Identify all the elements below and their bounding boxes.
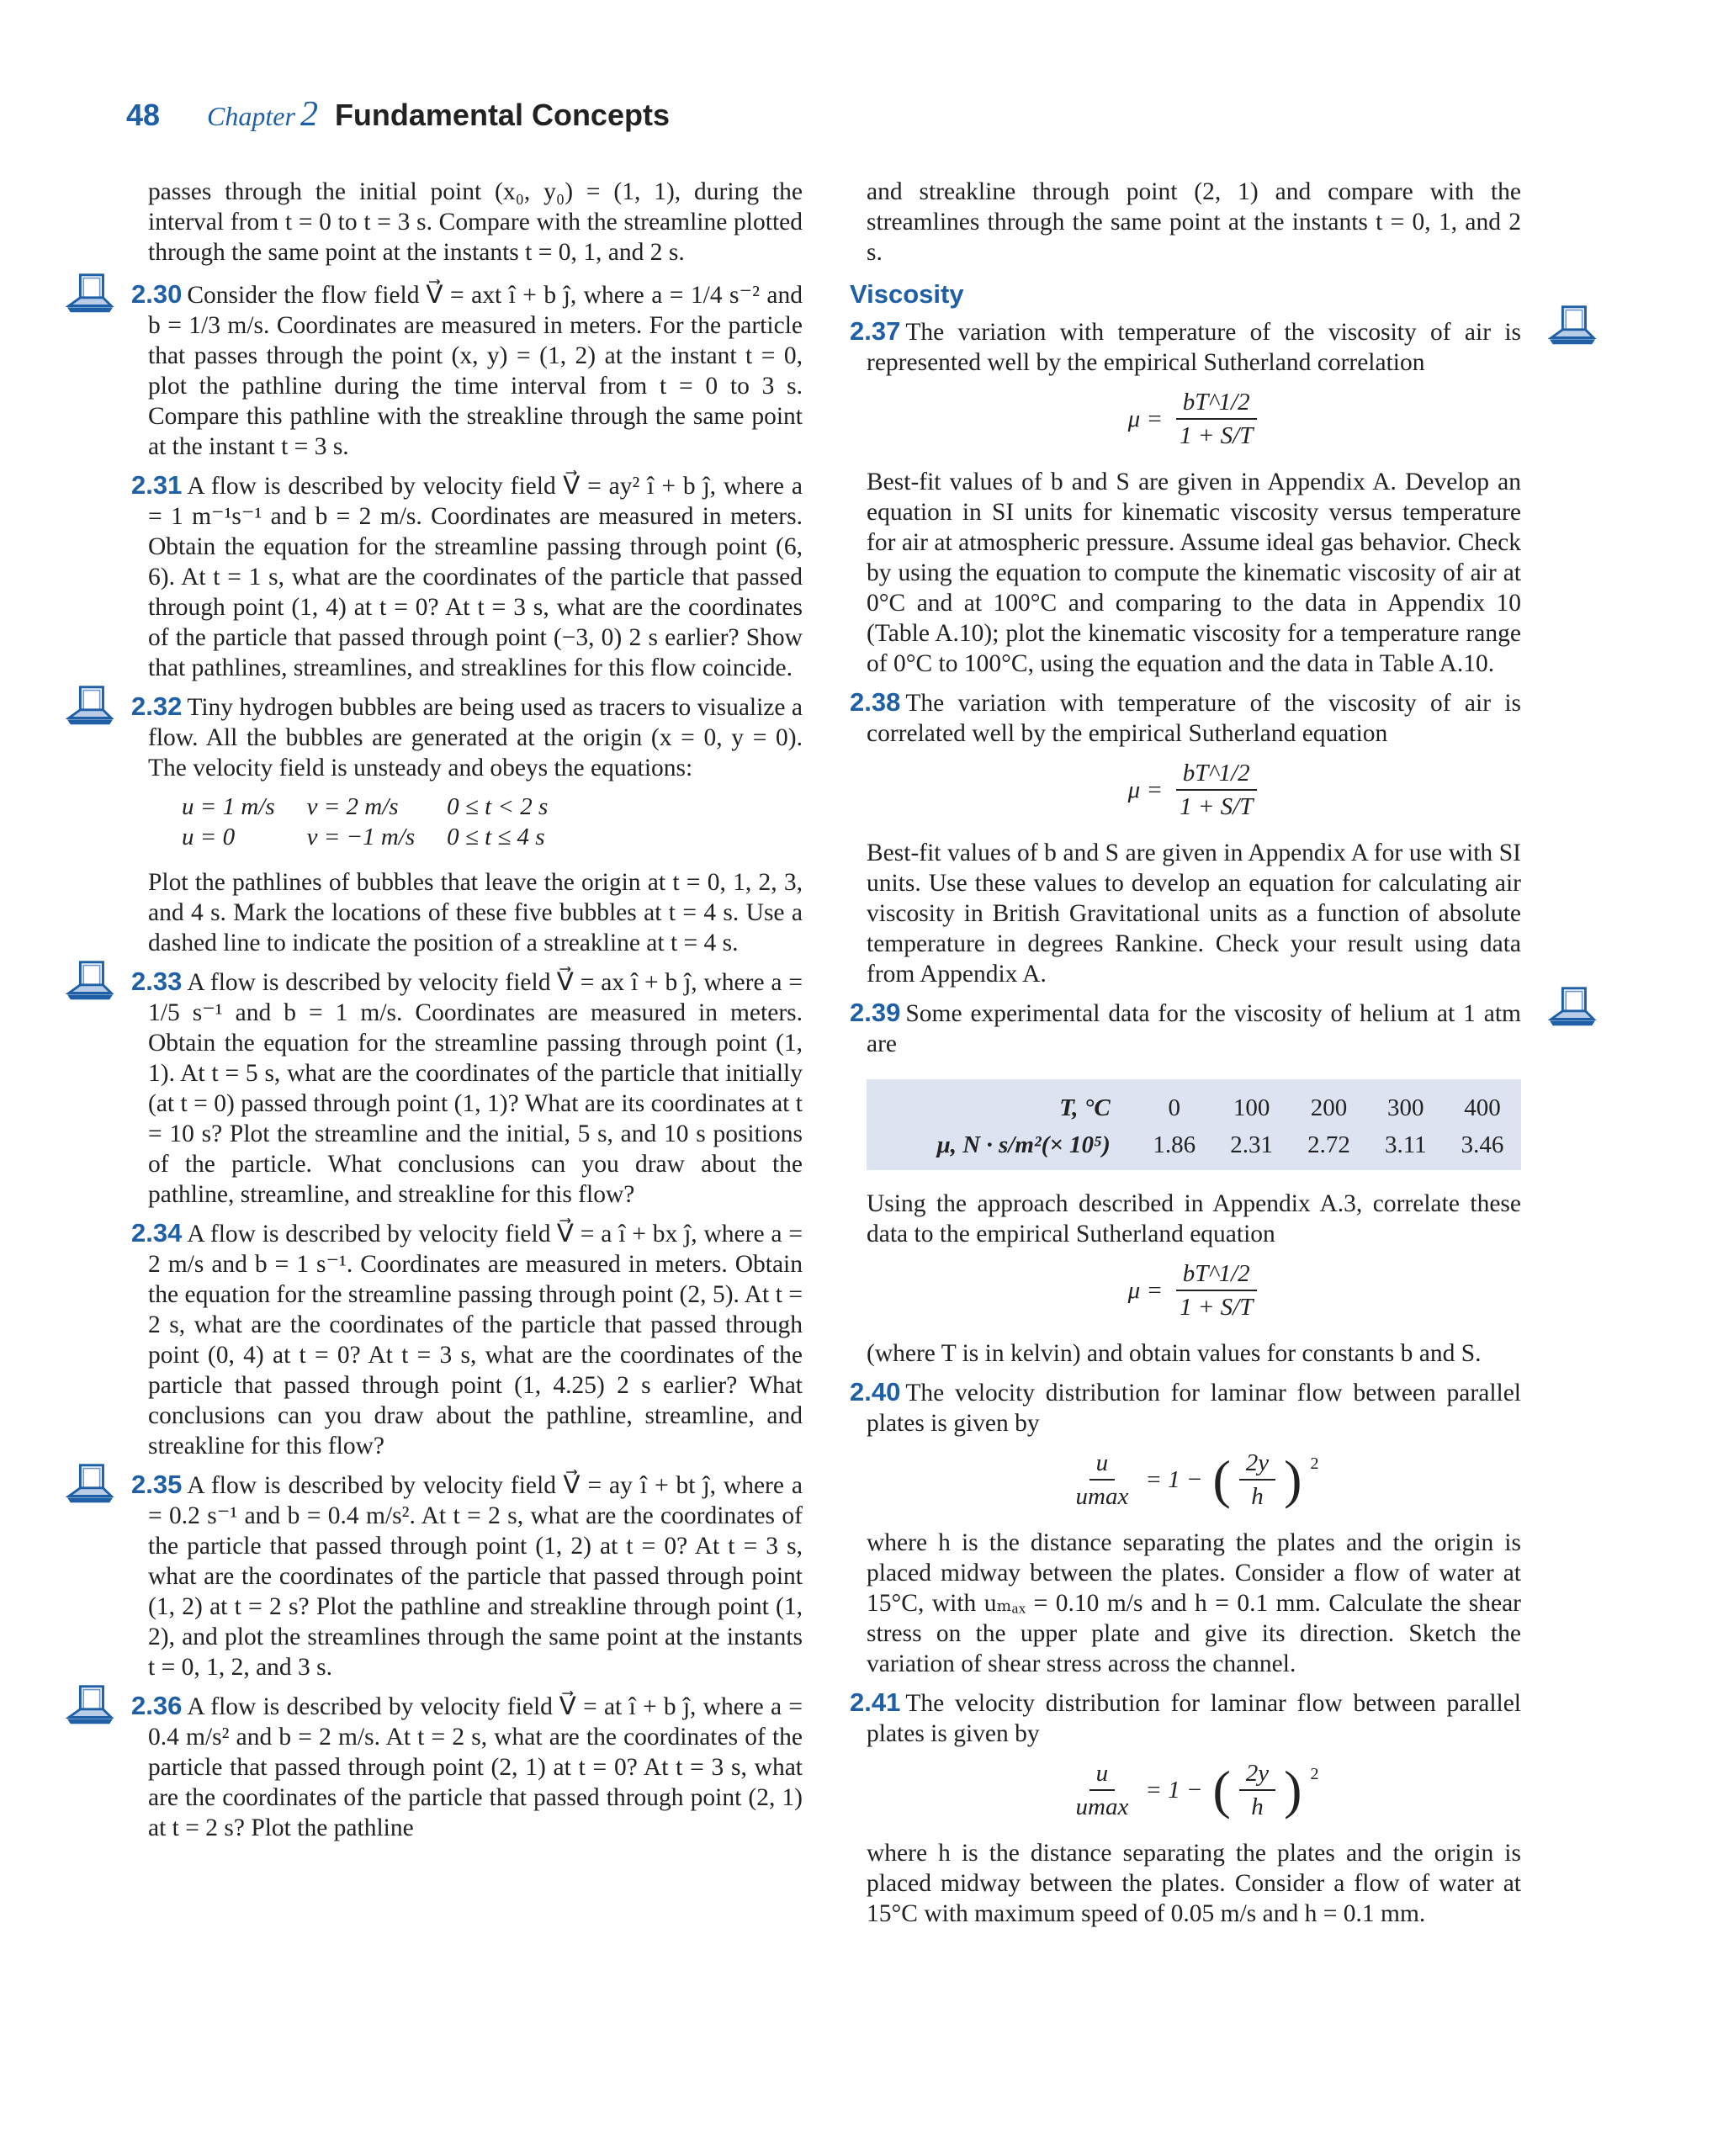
continued-text: passes through the initial point (x₀, y₀) = (1, 1), during the interval from t = 0 to t = 3 s. Compare with the streamline plotted through the same point at the instants t = 0, 1, and 2 s. — [148, 178, 803, 266]
problem-text: A flow is described by velocity field V⃗ = at î + b ĵ, where a = 0.4 m/s² and b = 2 m/s. At t = 2 s, what are the coordinates of the particle that passed through point (2, 1) at t = 0? At t = 3 s, what are the coordinates of the particle that passed through point (2, 1) at t = 2 s? Plot the pathline — [148, 1693, 803, 1841]
right-paren: ) — [1284, 1449, 1302, 1509]
problem-number: 2.34 — [131, 1218, 183, 1248]
problem-2-31 — [131, 470, 803, 683]
page-number: 48 — [126, 98, 161, 132]
equation-numerator: u — [1089, 1757, 1116, 1791]
problem-2-35 — [131, 1470, 803, 1682]
temp-cell: 200 — [1310, 1094, 1348, 1121]
equation-denominator: 1 + S/T — [1180, 1294, 1254, 1321]
mu-symbol: μ = — [1127, 405, 1164, 432]
cd-computer-icon — [1548, 986, 1597, 1028]
problem-2-38 — [850, 687, 1521, 989]
chapter-number: 2 — [300, 95, 318, 134]
problem-text: The velocity distribution for laminar flow between parallel plates is given by — [867, 1690, 1521, 1747]
problem-text: A flow is described by velocity field V⃗ = ay î + bt ĵ, where a = 0.2 s⁻¹ and b = 0.4 m/s². At t = 2 s, what are the coordinates of the particle that passed through point (1, 2) at t = 0? At t = 3 s, what are the coordinates of the particle that passed through point (1, 2) at t = 2 s? Plot the pathline and streakline through point (1, 2), and plot the streamlines through the same point at the instants t = 0, 1, 2, and 3 s. — [148, 1472, 803, 1681]
viscosity-cell: 2.31 — [1230, 1131, 1273, 1158]
problem-number: 2.40 — [850, 1377, 901, 1406]
cd-computer-icon — [66, 960, 114, 1002]
problem-number: 2.30 — [131, 279, 183, 309]
cd-computer-icon — [66, 1684, 114, 1726]
problem-text: A flow is described by velocity field V⃗ = ax î + b ĵ, where a = 1/5 s⁻¹ and b = 1 m/s. Coordinates are measured in meters. Obtain the equation for the streamline passing through point (1, 1). At t = 5 s, what are the coordinates of the particle that initially (at t = 0) passed through point (1, 1)? What are its coordinates at t = 10 s? Plot the streamline and the initial, 5 s, and 10 s positions of the particle. What conclusions can you draw about the pathline, streamline, and streakline for this flow? — [148, 969, 803, 1208]
equation-denominator: 1 + S/T — [1180, 793, 1254, 820]
problem-2-41 — [850, 1687, 1521, 1929]
sutherland-equation — [867, 1258, 1521, 1323]
sutherland-equation — [867, 386, 1521, 452]
viscosity-cell: 1.86 — [1153, 1131, 1196, 1158]
v-condition: v = 2 m/s — [306, 793, 399, 820]
section-heading: Viscosity — [850, 279, 964, 309]
right-column — [850, 177, 1521, 1937]
problem-text-continued: where h is the distance separating the plates and the origin is placed midway between the plates. Consider a flow of water at 15°C, with uₘₐₓ = 0.10 m/s and h = 0.1 mm. Calculate the shear stress on the upper plate and give its direction. Sketch the variation of shear stress across the channel. — [867, 1529, 1521, 1677]
cd-computer-icon — [66, 1463, 114, 1505]
equation-numerator: 2y — [1239, 1757, 1275, 1791]
problem-text-continued: where h is the distance separating the plates and the origin is placed midway between the plates. Consider a flow of water at 15°C with maximum speed of 0.05 m/s and h = 0.1 mm. — [867, 1840, 1521, 1927]
t-condition: 0 ≤ t < 2 s — [447, 793, 549, 820]
temp-cell: 0 — [1168, 1094, 1180, 1121]
problem-number: 2.32 — [131, 691, 183, 721]
sutherland-equation — [867, 757, 1521, 823]
problem-2-32 — [131, 691, 803, 958]
problem-text: The variation with temperature of the viscosity of air is represented well by the empirical Sutherland correlation — [867, 319, 1521, 376]
problem-2-39 — [850, 998, 1521, 1369]
equation-denominator: 1 + S/T — [1180, 422, 1254, 449]
continued-text: and streakline through point (2, 1) and compare with the streamlines through the same point at the instants t = 0, 1, and 2 s. — [867, 178, 1521, 266]
viscosity-cell: 3.46 — [1461, 1131, 1504, 1158]
right-paren: ) — [1284, 1760, 1302, 1820]
problem-2-40 — [850, 1377, 1521, 1679]
chapter-label: Chapter — [207, 101, 295, 131]
equation-numerator: bT^1/2 — [1176, 757, 1257, 791]
problem-number: 2.31 — [131, 470, 183, 500]
viscosity-label: μ, N · s/m²(× 10⁵) — [936, 1131, 1111, 1158]
equation-numerator: u — [1089, 1447, 1116, 1481]
t-condition: 0 ≤ t ≤ 4 s — [447, 824, 545, 850]
cd-computer-icon — [1548, 305, 1597, 347]
problem-text: A flow is described by velocity field V⃗ = a î + bx ĵ, where a = 2 m/s and b = 1 s⁻¹. Coordinates are measured in meters. Obtain the equation for the streamline passing through point (2, 5). At t = 2 s, what are the coordinates of the particle that passed through point (0, 4) at t = 0? At t = 3 s, what are the coordinates of the particle that passed through point (1, 4.25) 2 s earlier? What conclusions can you draw about the pathline, streamline, and streakline for this flow? — [148, 1221, 803, 1459]
exponent: 2 — [1310, 1454, 1319, 1473]
problem-2-36 — [131, 1691, 803, 1843]
problem-text-continued: Best-fit values of b and S are given in Appendix A for use with SI units. Use these values to develop an equation for calculating air viscosity in British Gravitational units as a function of absolute temperature in degrees Rankine. Check your result using data from Appendix A. — [867, 840, 1521, 988]
problem-number: 2.36 — [131, 1691, 183, 1720]
left-column — [131, 177, 803, 1851]
problem-text-continued: Plot the pathlines of bubbles that leave the origin at t = 0, 1, 2, 3, and 4 s. Mark the locations of these five bubbles at t = 4 s. Use a dashed line to indicate the position of a streakline at t = 4 s. — [148, 869, 803, 956]
problem-2-30 — [131, 279, 803, 462]
viscosity-cell: 2.72 — [1307, 1131, 1350, 1158]
problem-number: 2.35 — [131, 1470, 183, 1499]
velocity-conditions — [182, 792, 580, 852]
mu-symbol: μ = — [1127, 776, 1164, 803]
problem-2-37 — [850, 316, 1521, 679]
problem-text-continued: Best-fit values of b and S are given in Appendix A. Develop an equation in SI units for kinematic viscosity versus temperature for air at atmospheric pressure. Assume ideal gas behavior. Check by using the equation to compute the kinematic viscosity of air at 0°C and at 100°C and comparing to the data in Appendix 10 (Table A.10); plot the kinematic viscosity for a temperature range of 0°C to 100°C, using the equation and the data in Table A.10. — [867, 469, 1521, 677]
chapter-title: Fundamental Concepts — [334, 98, 670, 132]
page-header — [126, 94, 670, 136]
problem-number: 2.33 — [131, 967, 183, 996]
problem-2-33 — [131, 967, 803, 1210]
equation-denominator: umax — [1075, 1483, 1129, 1510]
helium-viscosity-table — [867, 1079, 1521, 1170]
problem-text: Some experimental data for the viscosity of helium at 1 atm are — [867, 1000, 1521, 1057]
problem-text: The velocity distribution for laminar flow between parallel plates is given by — [867, 1380, 1521, 1437]
u-condition: u = 1 m/s — [182, 793, 275, 820]
u-condition: u = 0 — [182, 824, 236, 850]
problem-2-34 — [131, 1218, 803, 1461]
equation-denominator: h — [1251, 1793, 1264, 1820]
viscosity-cell: 3.11 — [1384, 1131, 1427, 1158]
equation-numerator: bT^1/2 — [1176, 1258, 1257, 1291]
problem-text-continued: Using the approach described in Appendix A.3, correlate these data to the empirical Sutherland equation — [867, 1190, 1521, 1248]
equation-denominator: umax — [1075, 1793, 1129, 1820]
left-paren: ( — [1212, 1760, 1231, 1820]
mu-symbol: μ = — [1127, 1277, 1164, 1304]
problem-number: 2.37 — [850, 316, 901, 346]
cd-computer-icon — [66, 273, 114, 315]
temp-cell: 300 — [1387, 1094, 1424, 1121]
equation-numerator: bT^1/2 — [1176, 386, 1257, 420]
equation-operator: = 1 − — [1145, 1777, 1203, 1804]
temperature-label: T, °C — [1059, 1094, 1111, 1121]
left-paren: ( — [1212, 1449, 1231, 1509]
velocity-distribution-equation — [867, 1447, 1521, 1512]
problem-number: 2.38 — [850, 687, 901, 717]
temp-cell: 100 — [1233, 1094, 1270, 1121]
problem-text: The variation with temperature of the viscosity of air is correlated well by the empirical Sutherland equation — [867, 690, 1521, 747]
problem-text: Tiny hydrogen bubbles are being used as tracers to visualize a flow. All the bubbles are generated at the origin (x = 0, y = 0). The velocity field is unsteady and obeys the equations: — [148, 694, 803, 781]
temp-cell: 400 — [1464, 1094, 1501, 1121]
problem-number: 2.39 — [850, 998, 901, 1027]
cd-computer-icon — [66, 685, 114, 727]
problem-text: A flow is described by velocity field V⃗ = ay² î + b ĵ, where a = 1 m⁻¹s⁻¹ and b = 2 m/s. Coordinates are measured in meters. Obtain the equation for the streamline passing through point (6, 6). At t = 1 s, what are the coordinates of the particle that passed through point (1, 4) at t = 0? At t = 3 s, what are the coordinates of the particle that passed through point (−3, 0) 2 s earlier? Show that pathlines, streamlines, and streaklines for this flow coincide. — [148, 473, 803, 681]
equation-denominator: h — [1251, 1483, 1264, 1510]
equation-numerator: 2y — [1239, 1447, 1275, 1481]
exponent: 2 — [1310, 1765, 1319, 1783]
problem-text-continued: (where T is in kelvin) and obtain values for constants b and S. — [867, 1340, 1482, 1367]
problem-text: Consider the flow field V⃗ = axt î + b ĵ, where a = 1/4 s⁻² and b = 1/3 m/s. Coordinates are measured in meters. For the particle that passes through the point (x, y) = (1, 2) at the instant t = 0, plot the pathline during the time interval from t = 0 to 3 s. Compare this pathline with the streakline through the same point at the instant t = 3 s. — [148, 282, 803, 460]
equation-operator: = 1 − — [1145, 1466, 1203, 1493]
v-condition: v = −1 m/s — [306, 824, 416, 850]
problem-number: 2.41 — [850, 1687, 901, 1717]
velocity-distribution-equation — [867, 1757, 1521, 1823]
